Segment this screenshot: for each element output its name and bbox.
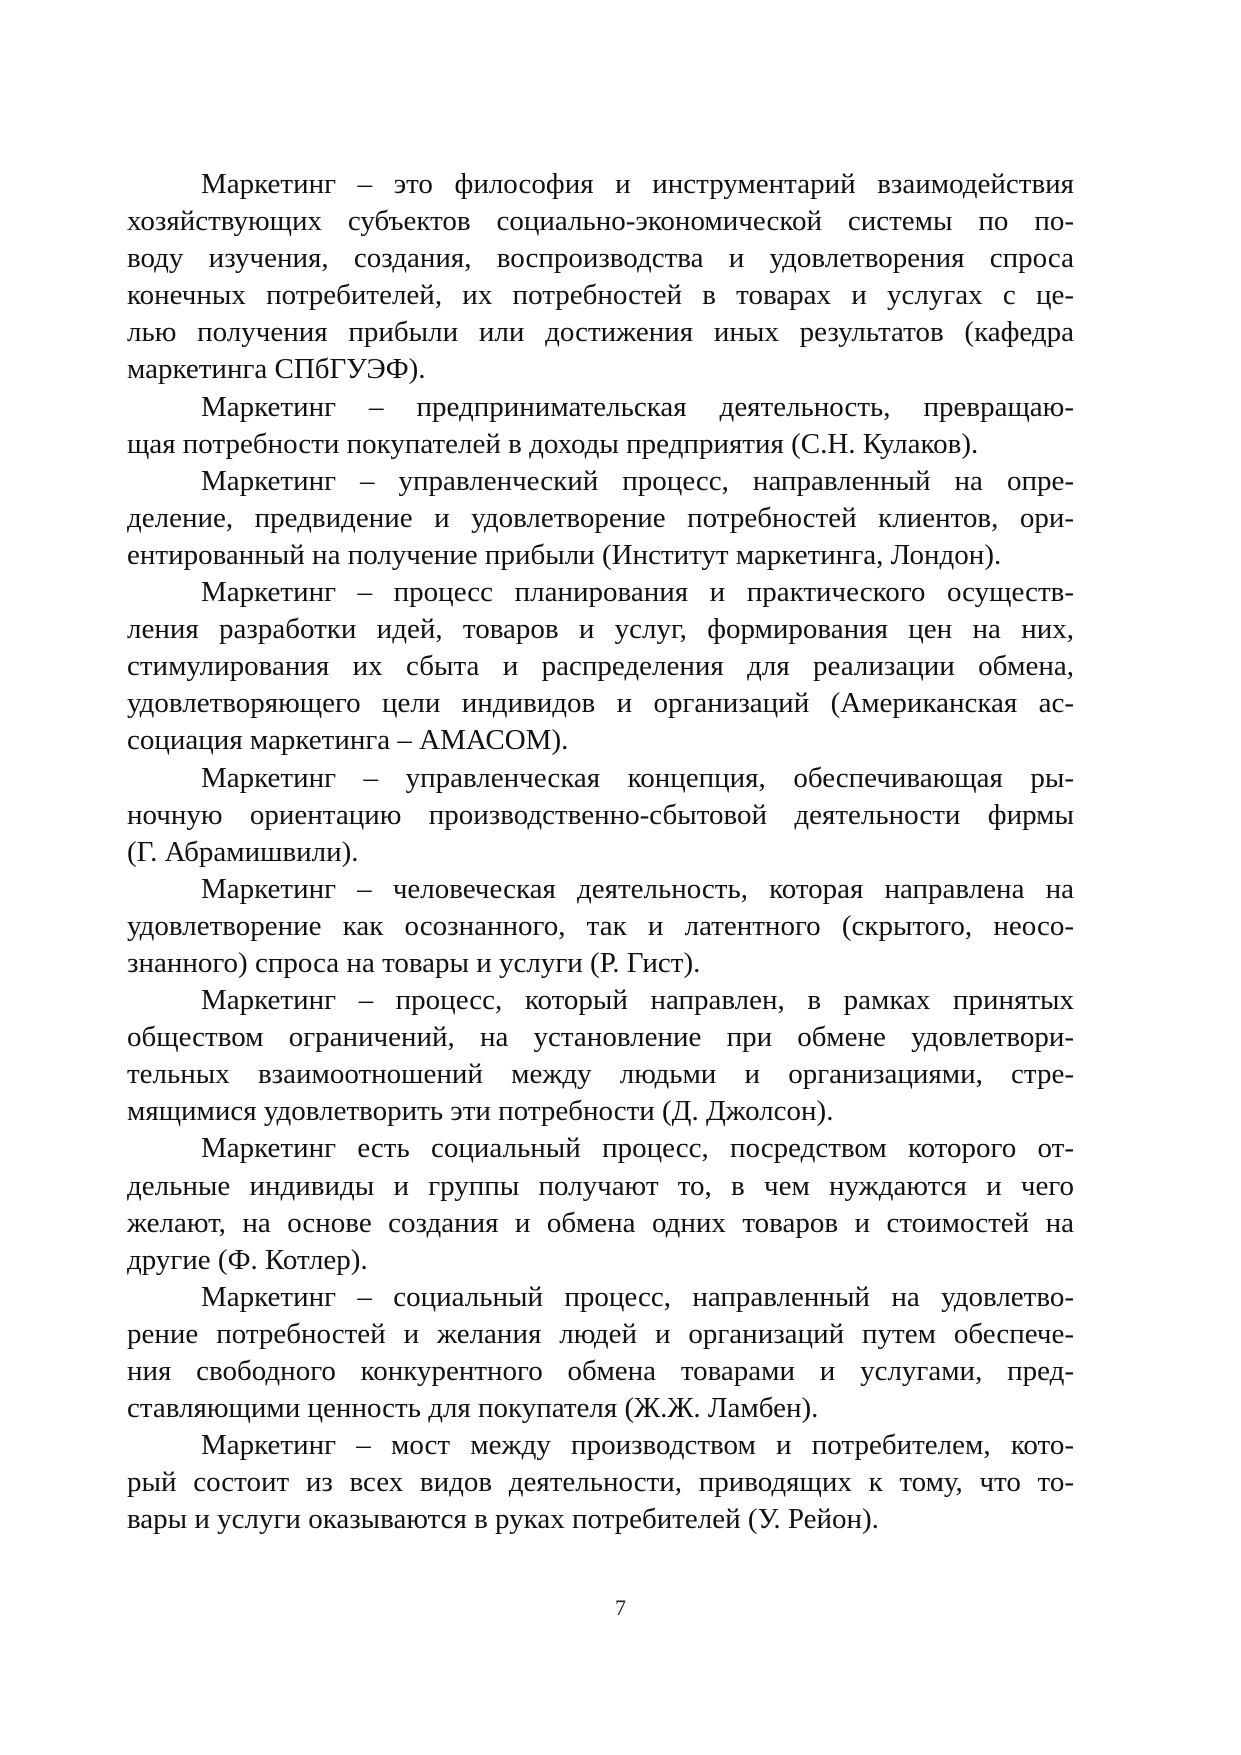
text-line: социация маркетинга – АМАСОМ). bbox=[127, 724, 569, 757]
text-line: деление, предвидение и удовлетворение потребностей клиентов, ори- bbox=[127, 501, 1074, 534]
text-line: Маркетинг – управленческая концепция, обеспечивающая ры- bbox=[201, 761, 1074, 794]
text-line: тельных взаимоотношений между людьми и организациями, стре- bbox=[127, 1058, 1074, 1091]
definition-paragraph bbox=[127, 1130, 1074, 1278]
text-line: рый состоит из всех видов деятельности, приводящих к тому, что то- bbox=[127, 1466, 1074, 1499]
text-line: дельные индивиды и группы получают то, в чем нуждаются и чего bbox=[127, 1169, 1074, 1202]
text-line: лью получения прибыли или достижения иных результатов (кафедра bbox=[127, 316, 1074, 349]
definition-paragraph bbox=[127, 982, 1074, 1130]
definition-paragraph bbox=[127, 463, 1074, 574]
text-line: обществом ограничений, на установление при обмене удовлетвори- bbox=[127, 1021, 1074, 1054]
text-line: Маркетинг – предпринимательская деятельность, превращаю- bbox=[201, 390, 1074, 423]
text-line: знанного) спроса на товары и услуги (Р. Гист). bbox=[127, 946, 701, 979]
text-line: ния свободного конкурентного обмена товарами и услугами, пред- bbox=[127, 1355, 1074, 1387]
definition-paragraph bbox=[127, 871, 1074, 982]
page-number: 7 bbox=[615, 1595, 626, 1620]
text-line: желают, на основе создания и обмена одних товаров и стоимостей на bbox=[127, 1206, 1074, 1239]
text-line: другие (Ф. Котлер). bbox=[127, 1243, 368, 1276]
text-line: ночную ориентацию производственно-сбытовой деятельности фирмы bbox=[127, 798, 1074, 831]
text-line: удовлетворяющего цели индивидов и организаций (Американская ас- bbox=[127, 687, 1074, 720]
text-line: рение потребностей и желания людей и организаций путем обеспече- bbox=[127, 1317, 1074, 1350]
text-line: ставляющими ценность для покупателя (Ж.Ж. Ламбен). bbox=[127, 1392, 819, 1425]
text-line: ентированный на получение прибыли (Институт маркетинга, Лондон). bbox=[127, 538, 1002, 571]
document-body bbox=[127, 166, 1074, 1538]
text-line: Маркетинг – управленческий процесс, направленный на опре- bbox=[201, 464, 1074, 497]
text-line: ления разработки идей, товаров и услуг, формирования цен на них, bbox=[127, 613, 1074, 646]
text-line: Маркетинг – это философия и инструментарий взаимодействия bbox=[201, 168, 1074, 200]
text-line: (Г. Абрамишвили). bbox=[127, 835, 359, 868]
text-line: Маркетинг – человеческая деятельность, которая направлена на bbox=[201, 872, 1074, 905]
text-line: хозяйствующих субъектов социально-экономической системы по по- bbox=[127, 205, 1074, 238]
text-line: воду изучения, создания, воспроизводства и удовлетворения спроса bbox=[127, 242, 1074, 275]
text-line: мящимися удовлетворить эти потребности (Д. Джолсон). bbox=[127, 1095, 834, 1128]
text-line: Маркетинг есть социальный процесс, посредством которого от- bbox=[201, 1132, 1074, 1165]
text-line: удовлетворение как осознанного, так и латентного (скрытого, неосо- bbox=[127, 909, 1074, 942]
text-line: маркетинга СПбГУЭФ). bbox=[127, 353, 426, 386]
text-line: щая потребности покупателей в доходы предприятия (С.Н. Кулаков). bbox=[127, 427, 979, 460]
definition-paragraph bbox=[127, 1279, 1074, 1427]
definition-paragraph bbox=[127, 166, 1074, 389]
definition-paragraph bbox=[127, 389, 1074, 463]
text-line: Маркетинг – мост между производством и потребителем, кото- bbox=[201, 1429, 1074, 1462]
text-line: Маркетинг – социальный процесс, направленный на удовлетво- bbox=[201, 1280, 1074, 1313]
definition-paragraph bbox=[127, 1427, 1074, 1538]
text-line: конечных потребителей, их потребностей в товарах и услугах с це- bbox=[127, 279, 1074, 312]
definition-paragraph bbox=[127, 574, 1074, 759]
definition-paragraph bbox=[127, 760, 1074, 871]
text-line: Маркетинг – процесс планирования и практического осуществ- bbox=[201, 576, 1074, 609]
text-line: вары и услуги оказываются в руках потребителей (У. Рейон). bbox=[127, 1503, 879, 1536]
text-line: Маркетинг – процесс, который направлен, в рамках принятых bbox=[201, 984, 1074, 1017]
text-line: стимулирования их сбыта и распределения для реализации обмена, bbox=[127, 650, 1074, 683]
